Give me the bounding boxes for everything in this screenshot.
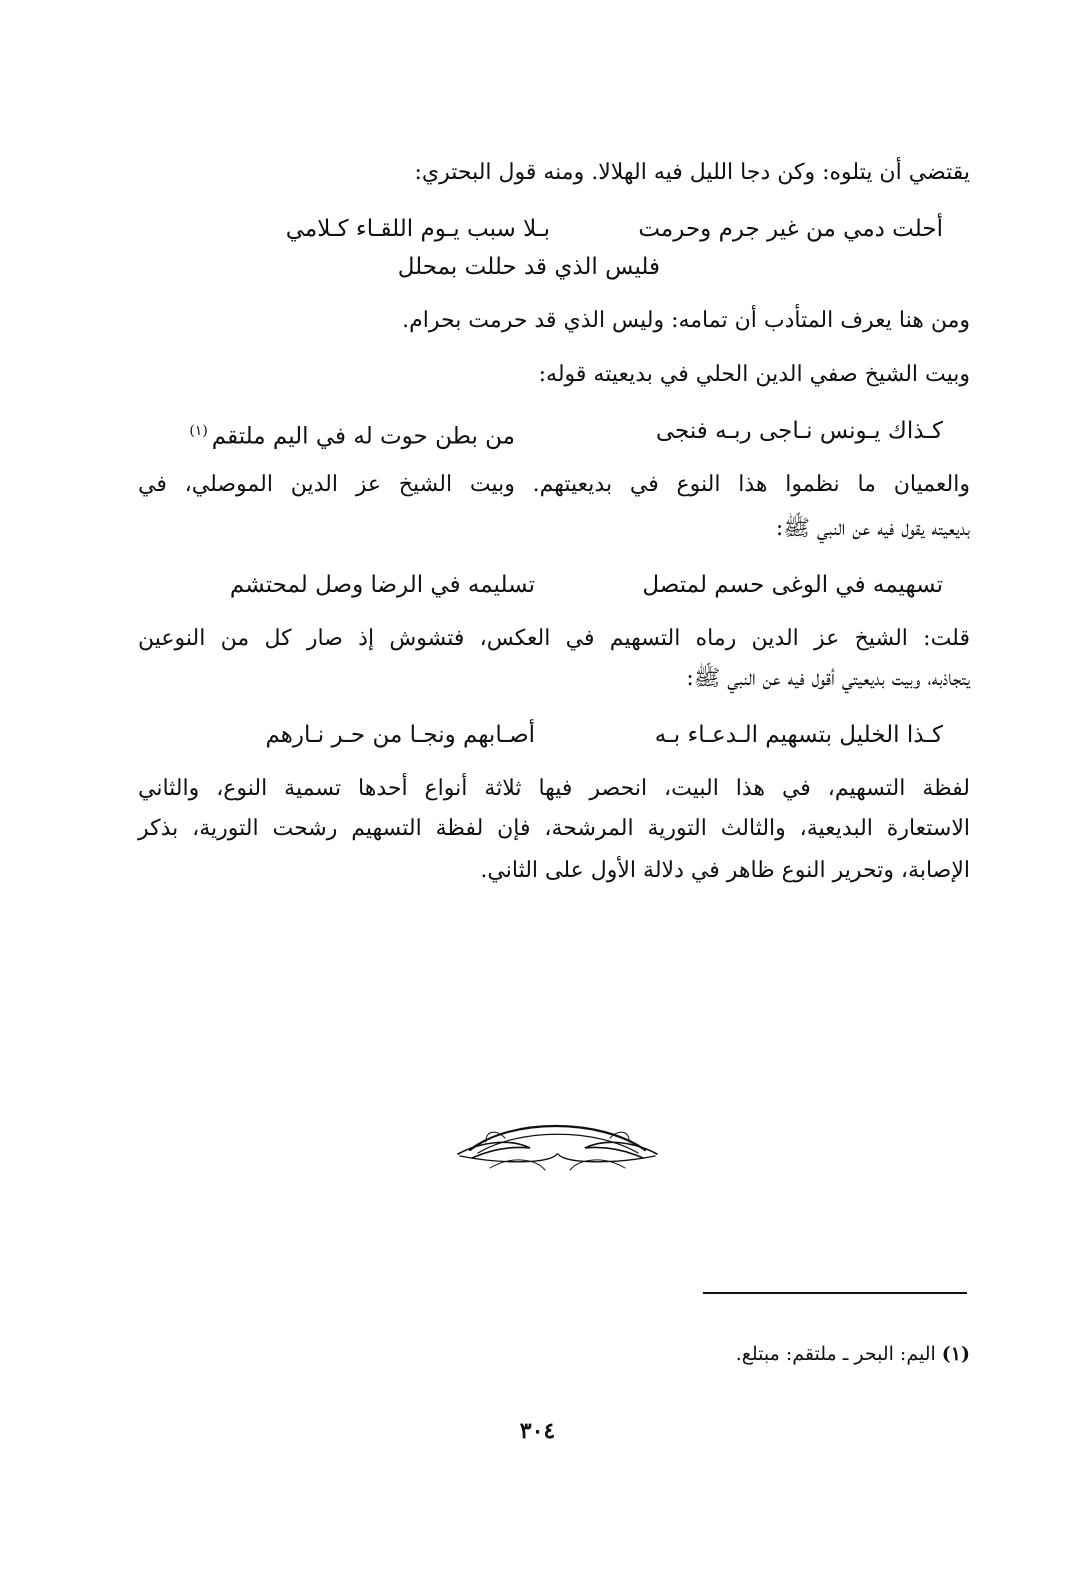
body-line-3: وبيت الشيخ صفي الدين الحلي في بديعيته قوله: [538,362,970,387]
verse-1-continuation: فليس الذي قد حللت بمحلل [397,254,660,280]
body-line-1: يقتضي أن يتلوه: وكن دجا الليل فيه الهلالا. ومنه قول البحتري: [414,160,970,185]
para-5-line-b: يتجاذبه، وبيت بديعيتي أقول فيه عن النبي ﷺ: [686,666,970,691]
verse-2-hemistich-right: كـذاك يـونس نـاجى ربـه فنجى [655,418,943,444]
footnote [736,1341,970,1367]
footnote-text: اليم: البحر ـ ملتقم: مبتلع. [735,1343,936,1365]
verse-4-hemistich-right: كـذا الخليل بتسهيم الـدعـاء بـه [654,722,943,748]
footnote-number: (١) [941,1343,970,1365]
verse-2-hemistich-left: من بطن حوت له في اليم ملتقم [211,423,515,450]
footnote-separator-rule [703,1292,967,1294]
para-6-line-a: لفظة التسهيم، في هذا البيت، انحصر فيها ثلاثة أنواع أحدها تسمية النوع، والثاني [138,776,970,801]
verse-1-hemistich-left: بـلا سبب يـوم اللقـاء كـلامي [285,216,550,242]
verse-1-hemistich-right: أحلت دمي من غير جرم وحرمت [638,216,943,242]
footnote-reference: (١) [189,423,208,439]
verse-2-hemistich-left-wrap [189,416,515,452]
page-number: ٣٠٤ [519,1418,556,1444]
body-line-2: ومن هنا يعرف المتأدب أن تمامه: وليس الذي قد حرمت بحرام. [402,308,970,333]
verse-4-hemistich-left: أصـابهم ونجـا من حـر نـارهم [265,722,535,748]
verse-3-hemistich-left: تسليمه في الرضا وصل لمحتشم [229,572,535,598]
para-4-line-a: والعميان ما نظموا هذا النوع في بديعيتهم. وبيت الشيخ عز الدين الموصلي، في [138,472,970,497]
para-6-line-b: الاستعارة البديعية، والثالث التورية المرشحة، فإن لفظة التسهيم رشحت التورية، بذكر [138,816,970,841]
para-4-line-b: بديعيته يقول فيه عن النبي ﷺ: [775,516,970,541]
para-5-line-a: قلت: الشيخ عز الدين رماه التسهيم في العكس، فتشوش إذ صار كل من النوعين [138,626,970,651]
para-6-line-c: الإصابة، وتحرير النوع ظاهر في دلالة الأول على الثاني. [480,858,970,883]
verse-3-hemistich-right: تسهيمه في الوغى حسم لمتصل [642,572,943,598]
decorative-ornament-icon [450,1098,665,1183]
